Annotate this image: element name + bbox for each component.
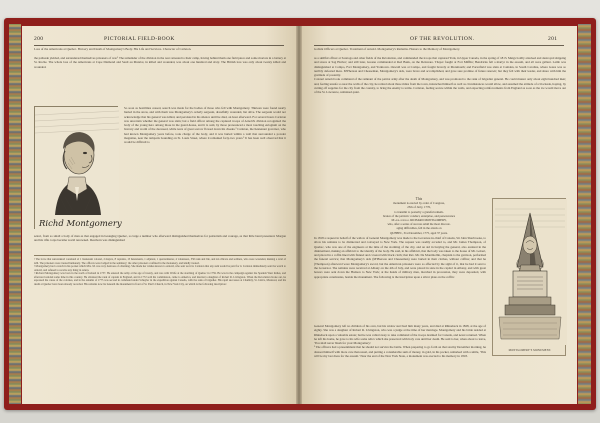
montgomery-monument-illustration bbox=[492, 198, 566, 356]
left-footnote-rule bbox=[34, 255, 286, 256]
monument-caption: MONTGOMERY'S MONUMENT. bbox=[508, 349, 552, 352]
inscription-line: monument is erected by order of Congress, bbox=[393, 201, 445, 206]
portrait-engraving bbox=[35, 107, 119, 230]
right-header-subtitle: Gallant Officers at Quebec. Treatment of Arnold. Montgomery's Remains. Honors to the Memory of Montgomery. bbox=[314, 47, 461, 51]
left-body-bottom: select, from so small a body of men as that engaged in besieging Quebec, so large a number who afterward distinguished themselves for patriotism and courage, as that little band presented. Morgan and his rifle corps became world renowned. Dearborn was distinguished bbox=[34, 234, 286, 243]
left-header-rule bbox=[34, 45, 284, 46]
right-page-number: 201 bbox=[548, 36, 558, 42]
right-body-middle: In 1818 a request in behalf of the widow of General Montgomery was made to the Governor-in-chief of Canada, Sir John Sherbrooke, to allow his remains to be disinterred and conveyed to New York. The request was readily acceded to, and Mr. James Thompson, of Quebec, who was one of the engineers at the time of the storming of the city, and an aid in burying the general, also assisted in the disinterment, making an affidavit to the identity of the body. He said, in his affidavit, that the body was taken to the house of Mr. Gobert, and placed in a coffin lined with flannel and covered with black cloth; that Rev. Mr. De Montmollin, chaplain to the garrison, performed the funeral service; that Montgomery's aids (M'Pherson and Cheeseman) were buried in their clothes, without coffins; and that he (Thompson) afterward wore Montgomery's sword, but the American prisoners were so affected by the sight of it, that he had it sent to the Governor. The remains were received at Albany on the 4th of July, and were placed in state in the capitol in Albany, and with great honors were sent down the Hudson to New York; at the hands of military men, marched in procession, they were deposited, with appropriate ceremonies, beside the monument. The following is the inscription upon a silver plate on the coffin: bbox=[314, 236, 486, 279]
inscription-line: 25th of Jan'y, 1776, bbox=[407, 205, 431, 210]
inscription-line: to transmit to posterity a grateful remem- bbox=[394, 209, 444, 214]
left-running-title: PICTORIAL FIELD-BOOK bbox=[104, 36, 175, 42]
inscription-title: This bbox=[415, 197, 423, 201]
right-page bbox=[300, 26, 577, 404]
right-body-top: as a skillful officer at Saratoga and other fields of the Revolution, and commanded the troops that captured York, in Upper Canada, in the spring of 1813. Meigs boldly attacked and destroyed shipping and stores at Sag Harbor; and still later, Greene commanded at Red Bank, on the Delaware. Thayer fought at Fort Mifflin; Hendricks fell a martyr in the assault, and all were gallant. Lamb was distinguished at Compo, Fort Montgomery, and Yorktown. Oswald was at Compo, and fought bravely at Monmouth; and Porterfield was slain at Camden, in South Carolina, where Gates was so terribly defeated there. M'Pherson and Cheeseman, Montgomery's aids, were brave and accomplished, and gave sure promise of future renown; but they fell with their leader, and share with him the gratitude of posterity. Colonel Arnold took command of the remnant of the patriot army after the death of Montgomery, and was promoted to the rank of brigadier general. He could muster only about eight hundred men; and, feeling unsafe so near the walls of the city, he retired about three miles from the town, intrenched himself as well as circumstances would allow, and assumed the attitude of a blockade, hoping, by cutting off supplies for the city from the country, to bring the enemy to terms. Carleton, feeling secure within the walls, and expecting reinforcements from England as soon as the ice would move out of the St. Lawrence, remained quiet. bbox=[314, 56, 566, 95]
left-header-subtitle: Loss of the Americans at Quebec. Bravery and Death of Montgomery's Body. His Life and Services. Character of Carleton. bbox=[34, 47, 192, 51]
portrait-signature: Richd Montgomery bbox=[39, 219, 122, 229]
marbled-edge-right bbox=[578, 24, 591, 404]
inscription-line: who, after a series of success amid the most discour- bbox=[387, 222, 451, 227]
left-page bbox=[22, 26, 298, 404]
inscription-line: brance of the patriotic conduct, enterprise, and perseverance bbox=[382, 213, 456, 218]
inscription-line: QUEBEC, 31st December, 1775, aged 37 years. bbox=[390, 230, 448, 235]
book-gutter bbox=[296, 26, 302, 404]
inscription-line: aging difficulties, fell in the attack on bbox=[396, 226, 442, 231]
marbled-edge-left bbox=[9, 24, 21, 404]
right-running-title: OF THE REVOLUTION. bbox=[410, 36, 475, 42]
right-body-bottom: General Montgomery left no children of his own, but his widow survived him many years, and died at Rhinebeck in 1828, at the age of eighty. She was a daughter of Robert R. Livingston, who was a judge at the time of her marriage. Montgomery and his bride resided at Rhinebeck upon a valuable estate; but he was called away to take command of the troops destined for Canada, and never returned. When he left his home, he gave to his wife some relics which she preserved with holy care until her death. He said to her, when about to leave, 'You shall never blush for your Montgomery.' ¹ The officers had a presentiment that he should not survive the battle. When preparing to go forth on that stormy December morning, he dressed himself with more care than usual, and putting a considerable sum of money, in gold, in his pocket, remarked with a smile, 'This will be my last dress for the assault.' Near the end of the New York State, a monument was erected to his memory in 1818. bbox=[314, 324, 486, 359]
left-body-top: the palisade yielded, and surrendered themselves prisoners of war.¹ The remainder of the division in the rear retreated to their camp, having behind them one field piece and some mortars in a battery at St. Roche. The whole loss of the Americans at Cape Diamond and Sault au Matelot, in killed and wounded, was about one hundred and sixty. The British loss was only about twenty killed and wounded. bbox=[34, 56, 286, 69]
monument-inscription bbox=[358, 197, 480, 235]
left-footnotes: ¹ The force that surrendered consisted of 1 lieutenant colonel, 2 majors, 8 captains, 15 lieutenants, 1 adjutant, 1 quartermaster, 4 volunteers, 350 rank and file, and 44 officers and soldiers, who were wounded, making a total of 426. The prisoners were treated humanely. The officers were lodged in the seminary; the other prisoners confined in the monastery, and kindly treated. ² Montgomery had a watch in his pocket which Mrs. M. was very desirous of obtaining. She made her wishes known to Arnold, who sent word to Carleton that any sum would be paid for it. Carleton immediately sent the watch to Arnold, and refused to receive any thing in return. ³ Richard Montgomery was born in the north of Ireland in 1737. He entered the army at the age of twenty, and was with Wolfe at the storming of Quebec in 1759. He was in the campaign against the Spanish West Indies, and afterward resided some time in this country. He obtained the rank of captain in England, and in 1772 sold his commission, came to America, and married a daughter of Robert R. Livingston. When the Revolution broke out, he espoused the cause of the colonies, and in the autumn of 1775 was second in command under Schuyler in the expedition against Canada, with the rank of brigadier. His rapid successes at Chambly, St. John's, Montreal, and his death at Quebec have been already recorded. His remains now lie beneath the monument in front of St. Paul's Church, in New York City, on which is the following inscription: bbox=[34, 258, 286, 286]
right-header-rule bbox=[314, 45, 564, 46]
left-page-number: 200 bbox=[34, 36, 44, 42]
inscription-line: Major-general RICHARD MONTGOMERY, bbox=[391, 218, 447, 223]
montgomery-portrait bbox=[34, 106, 122, 229]
monument-engraving bbox=[493, 199, 567, 345]
left-body-beside-portrait: So soon as hostilities ceased, search was made for the bodies of those who fell with Montgomery. Thirteen were found nearly buried in the snow, and with them was Montgomery's orderly sergeant, dreadfully wounded, but alive. The sergeant would not acknowledge that his general was killed, and persisted in his silence until he died, an hour afterward. For several hours Carleton was uncertain whether the general was slain; but a field officer among the captured troops of Arnold's division recognized the body of the young hero among those in the guard-house, and it is said, by those pronounced a most touching eulogium on the bravery and worth of the deceased, while tears of great sorrow flowed down his cheeks.² Carleton, the lieutenant governor, who had known Montgomery years before, took charge of the body, and it was buried within a wall that surrounded a powder magazine, near the ramparts bounding on St. Louis Street, where it remained forty-two years.³ It has been well observed that it would be difficult to bbox=[124, 106, 286, 145]
